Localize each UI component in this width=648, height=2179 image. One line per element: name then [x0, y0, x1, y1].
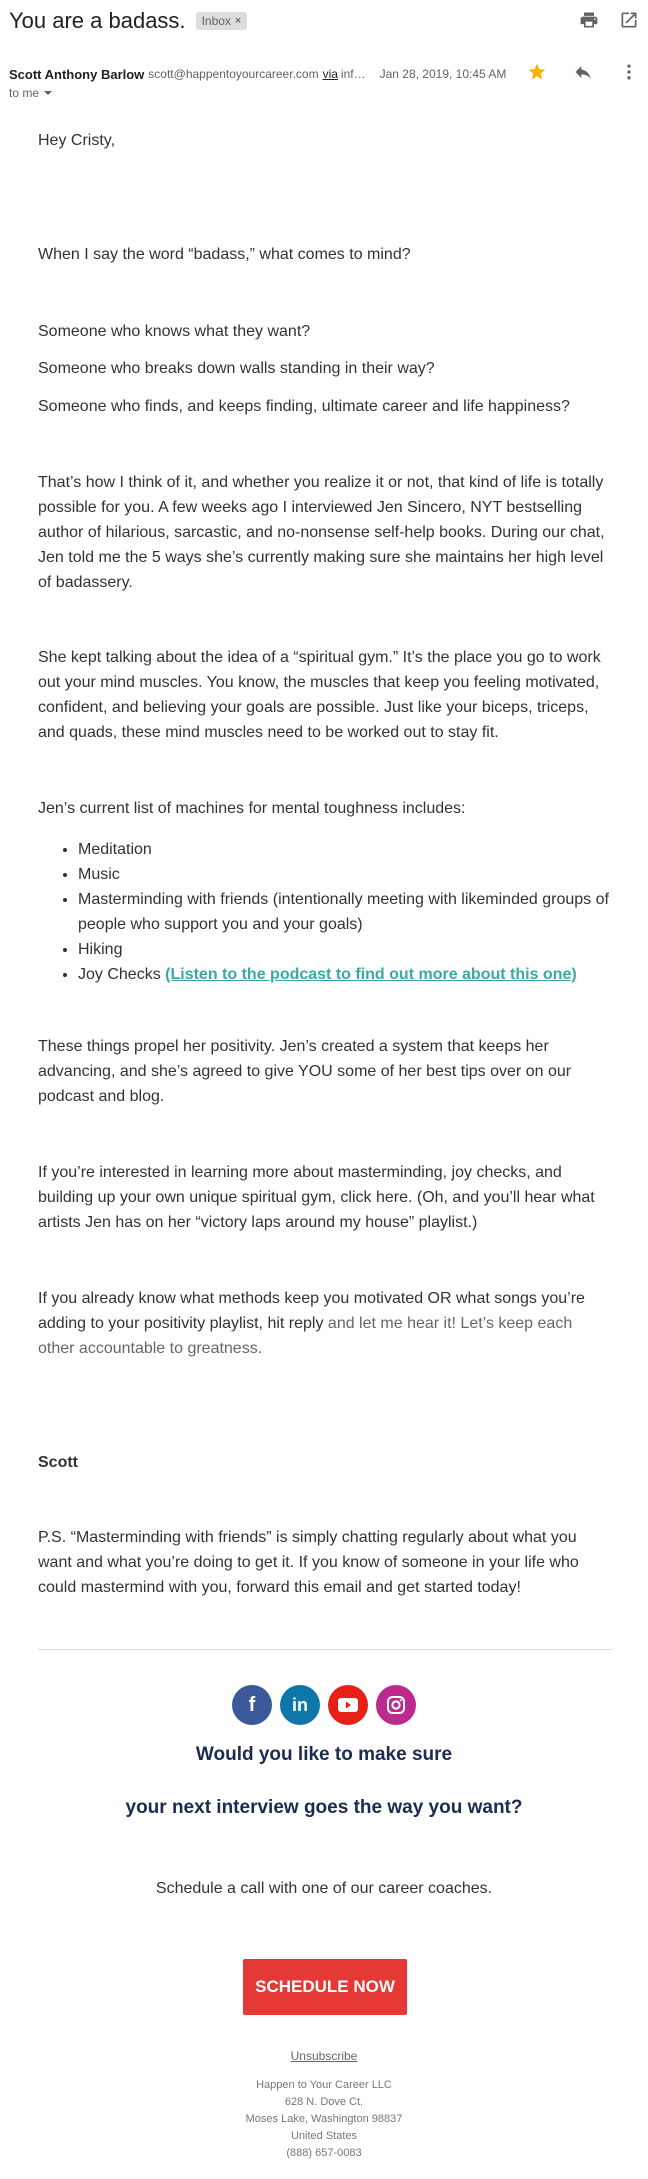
list-item: • Masterminding with friends (intentionally meeting with likeminded groups of people who support you and your goals) [78, 887, 618, 937]
paragraph-knows: Someone who knows what they want? [38, 323, 311, 340]
email-subject: You are a badass. [9, 8, 186, 33]
linkedin-icon[interactable] [280, 1685, 320, 1725]
linkedin-glyph: in [292, 1694, 308, 1715]
paragraph-reply [38, 1286, 612, 1361]
company-country: United States [290, 2130, 358, 2142]
reply-text: If you already know what methods keep you motivated OR what songs you’re adding to your positivity playlist, hit reply [38, 1290, 585, 1332]
recipient-details[interactable] [9, 86, 53, 100]
company-city: Moses Lake, Washington 98837 [245, 2113, 403, 2125]
recipient-text: to me [9, 86, 40, 100]
via-domain: inf… [340, 67, 366, 81]
company-phone: (888) 657-0083 [286, 2147, 362, 2159]
sender-name[interactable]: Scott Anthony Barlow [9, 66, 145, 82]
list-intro: Jen’s current list of machines for mental toughness includes: [38, 800, 466, 817]
reply-icon[interactable] [573, 62, 593, 85]
list-item: • Meditation [78, 837, 618, 862]
list-item: • Music [78, 862, 618, 887]
paragraph-breaks: Someone who breaks down walls standing in their way? [38, 360, 435, 377]
paragraph-positivity: These things propel her positivity. Jen’s created a system that keeps her advancing, and she’s agreed to give YOU some of her best tips over on our podcast and blog. [38, 1038, 572, 1105]
divider [38, 1649, 612, 1650]
podcast-link[interactable]: (Listen to the podcast to find out more about this one) [165, 966, 577, 983]
paragraph-masterminding: If you’re interested in learning more about masterminding, joy checks, and building up your own unique spiritual gym, click here. (Oh, and you’ll hear what artists Jen has on her “victory laps around my house” playlist.) [38, 1164, 595, 1231]
list-item [78, 962, 618, 987]
greeting: Hey Cristy, [38, 132, 116, 149]
sender-row [9, 64, 639, 84]
star-icon[interactable] [527, 62, 547, 85]
schedule-text: Schedule a call with one of our career coaches. [155, 1880, 493, 1897]
unsubscribe-link[interactable]: Unsubscribe [290, 2049, 358, 2063]
footer-headline-line2: your next interview goes the way you want? [125, 1797, 523, 1818]
print-icon[interactable] [579, 10, 599, 35]
chevron-down-icon[interactable] [43, 88, 53, 98]
paragraph-finds: Someone who finds, and keeps finding, ultimate career and life happiness? [38, 398, 570, 415]
email-date: Jan 28, 2019, 10:45 AM [379, 67, 507, 81]
social-links [0, 1685, 648, 1725]
top-actions [579, 10, 639, 35]
facebook-glyph: f [248, 1693, 256, 1716]
more-options-icon[interactable] [619, 62, 639, 85]
open-in-new-window-icon[interactable] [619, 10, 639, 35]
list-item: • Hiking [78, 937, 618, 962]
message-actions [527, 62, 639, 85]
via-link[interactable]: via [322, 67, 338, 81]
schedule-now-button[interactable]: SCHEDULE NOW [243, 1959, 407, 2015]
inbox-label[interactable] [196, 12, 248, 30]
postscript: P.S. “Masterminding with friends” is simply chatting regularly about what you want and what you’re doing to get it. If you know of someone in your life who could mastermind with you, forward this email and get started today! [38, 1529, 579, 1596]
footer-headline-line1: Would you like to make sure [195, 1744, 453, 1765]
paragraph-intro: That’s how I think of it, and whether you realize it or not, that kind of life is totally possible for you. A few weeks ago I interviewed Jen Sincero, NYT bestselling author of hilarious, sarcastic, and no-nonsense self-help books. During our chat, Jen told me the 5 ways she’s currently making sure she maintains her high level of badassery. [38, 474, 605, 591]
facebook-icon[interactable] [232, 1685, 272, 1725]
list-item-text: Joy Checks [78, 966, 161, 983]
paragraph-spiritual-gym: She kept talking about the idea of a “spiritual gym.” It’s the place you go to work out your mind muscles. You know, the muscles that keep you feeling motivated, confident, and believing your goals are possible. Just like your biceps, triceps, and quads, these mind muscles need to be worked out to stay fit. [38, 649, 601, 741]
remove-label-icon[interactable]: × [234, 15, 242, 27]
paragraph-badass: When I say the word “badass,” what comes to mind? [38, 246, 411, 263]
company-street: 628 N. Dove Ct. [284, 2096, 364, 2108]
youtube-icon[interactable] [328, 1685, 368, 1725]
instagram-icon[interactable] [376, 1685, 416, 1725]
sender-email: scott@happentoyourcareer.com [148, 67, 319, 81]
signature: Scott [38, 1454, 78, 1471]
company-name: Happen to Your Career LLC [256, 2079, 392, 2091]
machines-list [78, 837, 618, 987]
reply-text-muted: and let me hear it! Let’s keep each other accountable to greatness. [38, 1315, 573, 1357]
subject-row [9, 6, 639, 36]
inbox-label-text: Inbox [201, 14, 231, 28]
